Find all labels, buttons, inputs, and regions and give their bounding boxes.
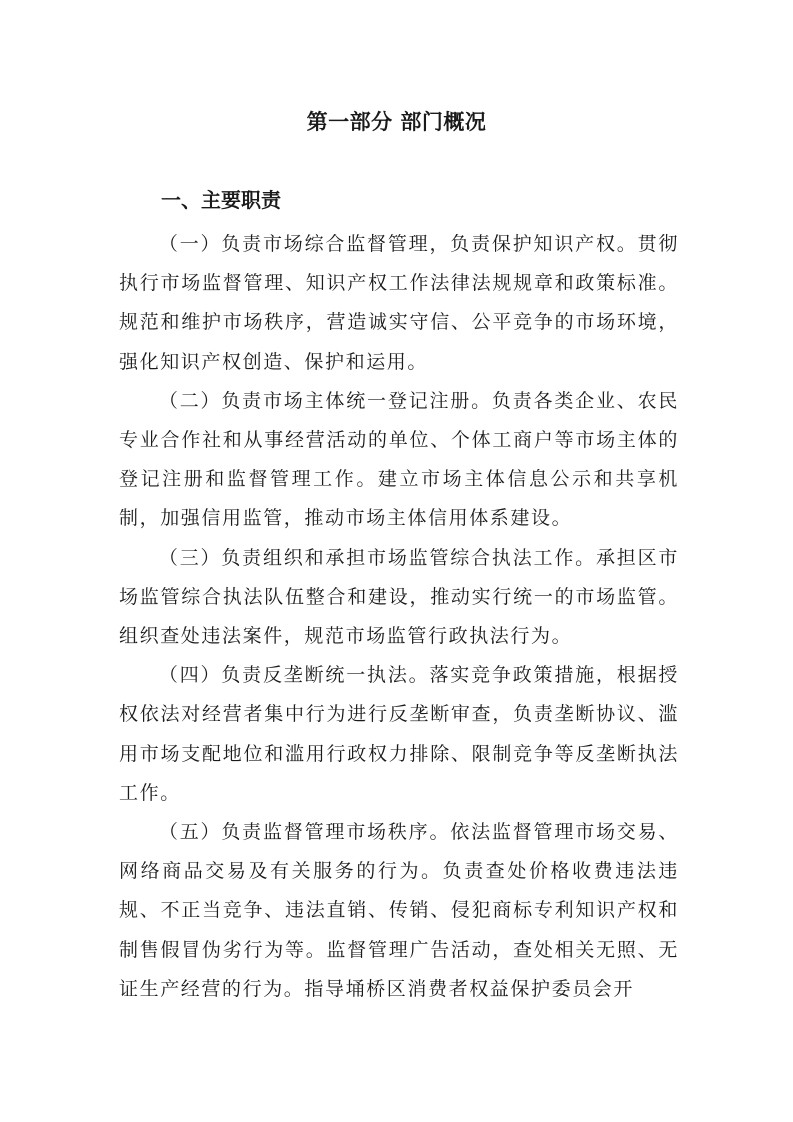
paragraph-duty-5: （五）负责监督管理市场秩序。依法监督管理市场交易、网络商品交易及有关服务的行为。负责查处价格收费违法违规、不正当竞争、违法直销、传销、侵犯商标专利知识产权和制售假冒伪劣行为等。监督管理广告活动，查处相关无照、无证生产经营的行为。指导埇桥区消费者权益保护委员会开: [119, 821, 679, 1000]
document-body: [119, 225, 679, 1009]
paragraph-duty-1: （一）负责市场综合监督管理，负责保护知识产权。贯彻执行市场监督管理、知识产权工作法律法规规章和政策标准。规范和维护市场秩序，营造诚实守信、公平竞争的市场环境，强化知识产权创造、保护和运用。: [119, 233, 679, 373]
document-title: 第一部分 部门概况: [306, 110, 487, 134]
paragraph-duty-4: （四）负责反垄断统一执法。落实竞争政策措施，根据授权依法对经营者集中行为进行反垄断审查，负责垄断协议、滥用市场支配地位和滥用行政权力排除、限制竞争等反垄断执法工作。: [119, 664, 679, 804]
paragraph-duty-3: （三）负责组织和承担市场监管综合执法工作。承担区市场监管综合执法队伍整合和建设，推动实行统一的市场监管。组织查处违法案件，规范市场监管行政执法行为。: [119, 546, 679, 648]
section-heading-main-duties: 一、主要职责: [161, 188, 281, 212]
paragraph-duty-2: （二）负责市场主体统一登记注册。负责各类企业、农民专业合作社和从事经营活动的单位、个体工商户等市场主体的登记注册和监督管理工作。建立市场主体信息公示和共享机制，加强信用监管，推动市场主体信用体系建设。: [119, 389, 679, 530]
